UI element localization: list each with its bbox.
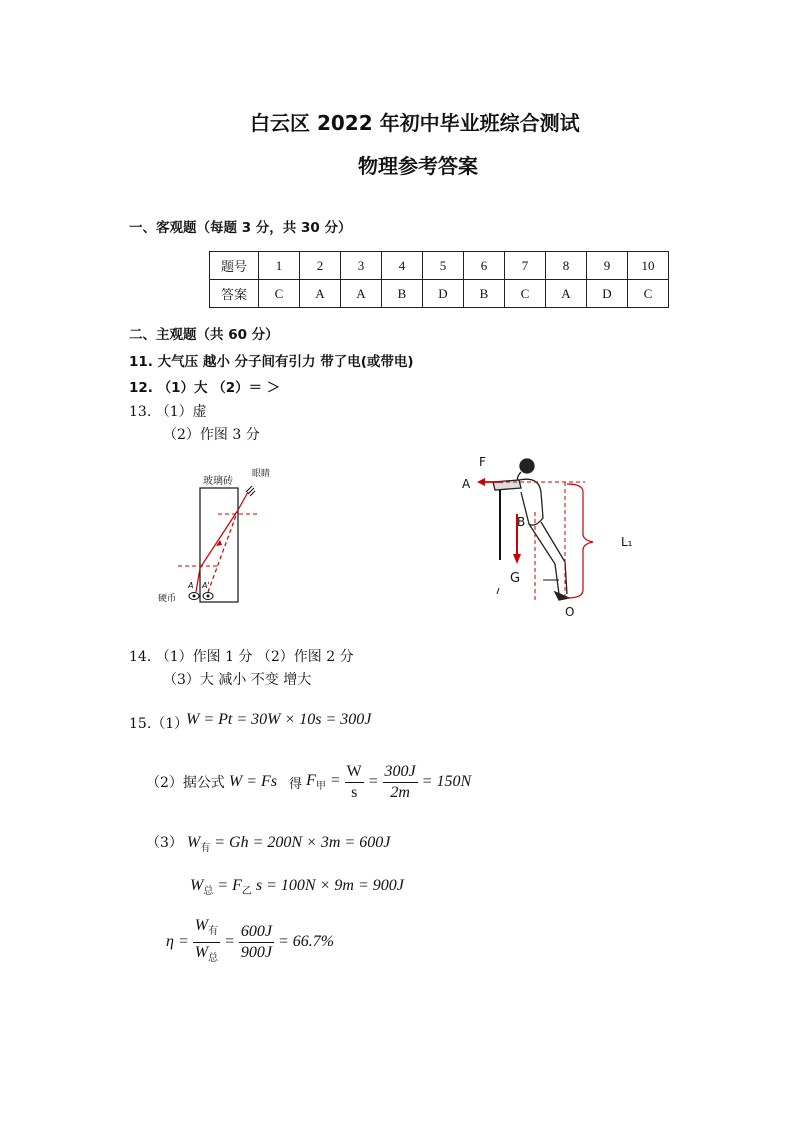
label-O: O — [565, 605, 575, 619]
efficiency-result: = 66.7% — [277, 933, 335, 950]
coin-label: 硬币 — [158, 594, 177, 604]
table-cell: A — [546, 280, 587, 308]
table-cell: 4 — [382, 252, 423, 280]
table-cell: 9 — [587, 252, 628, 280]
frac-num: W — [194, 916, 209, 934]
frac-den: W — [194, 943, 209, 961]
table-row — [210, 252, 669, 280]
answer-14-2: （3）大 减小 不变 增大 — [163, 672, 312, 688]
table-cell: 5 — [423, 252, 464, 280]
table-cell: 8 — [546, 252, 587, 280]
eta-symbol: η = — [166, 933, 189, 950]
force-result: = 150N — [421, 773, 472, 790]
answer-15-3-label: （3） — [146, 835, 183, 851]
ground-tick — [497, 588, 499, 594]
w-symbol: W — [186, 834, 201, 851]
equation-useful-work-row — [146, 832, 390, 854]
table-cell: C — [628, 280, 669, 308]
fraction-600-900 — [239, 922, 274, 963]
table-cell: 7 — [505, 252, 546, 280]
fraction-w-ratio — [193, 916, 220, 969]
ray-emergent — [238, 492, 248, 510]
table-cell: 10 — [628, 252, 669, 280]
frac-den: 900J — [240, 943, 272, 961]
table-cell: B — [382, 280, 423, 308]
coin-a-prime-dot — [207, 595, 210, 598]
answer-15-2-label: （2）据公式 — [146, 775, 225, 791]
frac-den-sub: 总 — [208, 952, 219, 964]
frac-num: 300J — [383, 762, 418, 783]
table-cell: B — [464, 280, 505, 308]
frac-num: 600J — [239, 922, 274, 943]
person-figure — [493, 459, 569, 600]
force-F-arrowhead — [477, 478, 485, 486]
title-line-2: 物理参考答案 — [358, 154, 478, 178]
answer-14-1: 14. （1）作图 1 分 （2）作图 2 分 — [129, 649, 354, 665]
fraction-300-2 — [383, 762, 418, 803]
coin-a-dot — [193, 595, 196, 598]
answer-11: 11. 大气压 越小 分子间有引力 带了电(或带电) — [129, 354, 414, 370]
label-G: G — [510, 571, 521, 586]
equation-work: W = Pt = 30W × 10s = 300J — [186, 711, 372, 728]
bracket-L1 — [567, 484, 593, 598]
point-a-prime-label: A' — [202, 581, 210, 590]
table-cell: 1 — [259, 252, 300, 280]
answer-13-1: 13. （1）虚 — [129, 404, 207, 420]
table-cell: A — [300, 280, 341, 308]
fraction-w-s — [345, 762, 364, 803]
label-B: B — [517, 515, 526, 529]
title-line-1: 白云区 2022 年初中毕业班综合测试 — [250, 111, 580, 135]
table-cell: A — [341, 280, 382, 308]
w-symbol: W — [190, 877, 204, 894]
answer-table — [209, 251, 669, 308]
glass-brick-label: 玻璃砖 — [203, 476, 233, 487]
formula-w-fs: W = Fs — [228, 773, 278, 790]
table-cell: C — [505, 280, 546, 308]
frac-den: s — [351, 783, 358, 801]
table-cell: 6 — [464, 252, 505, 280]
w-sub: 总 — [203, 886, 214, 897]
label-F: F — [479, 455, 486, 469]
section-1-heading: 一、客观题（每题 3 分，共 30 分） — [129, 220, 352, 236]
label-L1: L₁ — [621, 535, 633, 549]
force-symbol: $F_甲$ = — [306, 772, 341, 792]
ray-in-glass — [200, 510, 238, 568]
answer-13-2: （2）作图 3 分 — [163, 427, 260, 443]
frac-num-sub: 有 — [208, 925, 219, 937]
table-cell: D — [587, 280, 628, 308]
force-sub: 甲 — [315, 781, 326, 792]
label-A: A — [462, 477, 471, 491]
answer-15-1-label: 15.（1） — [129, 716, 189, 732]
point-a-label: A — [188, 581, 194, 590]
section-2-heading: 二、主观题（共 60 分） — [129, 327, 279, 343]
refraction-diagram — [150, 462, 290, 610]
eye-label: 眼睛 — [252, 469, 271, 479]
frac-den: 2m — [390, 783, 410, 801]
row-label-number: 题号 — [210, 252, 259, 280]
derive-word: 得 — [289, 776, 303, 792]
table-row — [210, 280, 669, 308]
ray-virtual — [208, 510, 238, 592]
row-label-answer: 答案 — [210, 280, 259, 308]
useful-work-rhs: = Gh = 200N × 3m = 600J — [214, 834, 391, 851]
ray-incident — [196, 568, 200, 592]
force-f: F — [306, 772, 316, 789]
lever-diagram — [455, 452, 655, 622]
equation-efficiency-row: η = $\frac{W_有}{W_总}$ = $\frac{600J}{900J}$ = 66.7% — [166, 918, 334, 966]
table-cell: 2 — [300, 252, 341, 280]
answer-12: 12. （1）大 （2）＝ ＞ — [129, 380, 281, 396]
gravity-G-arrowhead — [513, 554, 521, 564]
table-cell: D — [423, 280, 464, 308]
frac-num: W — [345, 762, 364, 783]
f-sub: 乙 — [241, 886, 252, 897]
f-symbol: = F — [217, 877, 242, 894]
eye-icon — [246, 486, 255, 496]
table-cell: C — [259, 280, 300, 308]
equation-force-row: （2）据公式 W = Fs 得 $F_甲$ = $\frac{W}{s}$ = $\frac{300J}{2m}$ = 150N — [146, 762, 472, 801]
w-sub: 有 — [200, 843, 211, 854]
equation-total-work-row — [190, 877, 404, 897]
table-cell: 3 — [341, 252, 382, 280]
total-work-rhs: s = 100N × 9m = 900J — [255, 877, 404, 894]
